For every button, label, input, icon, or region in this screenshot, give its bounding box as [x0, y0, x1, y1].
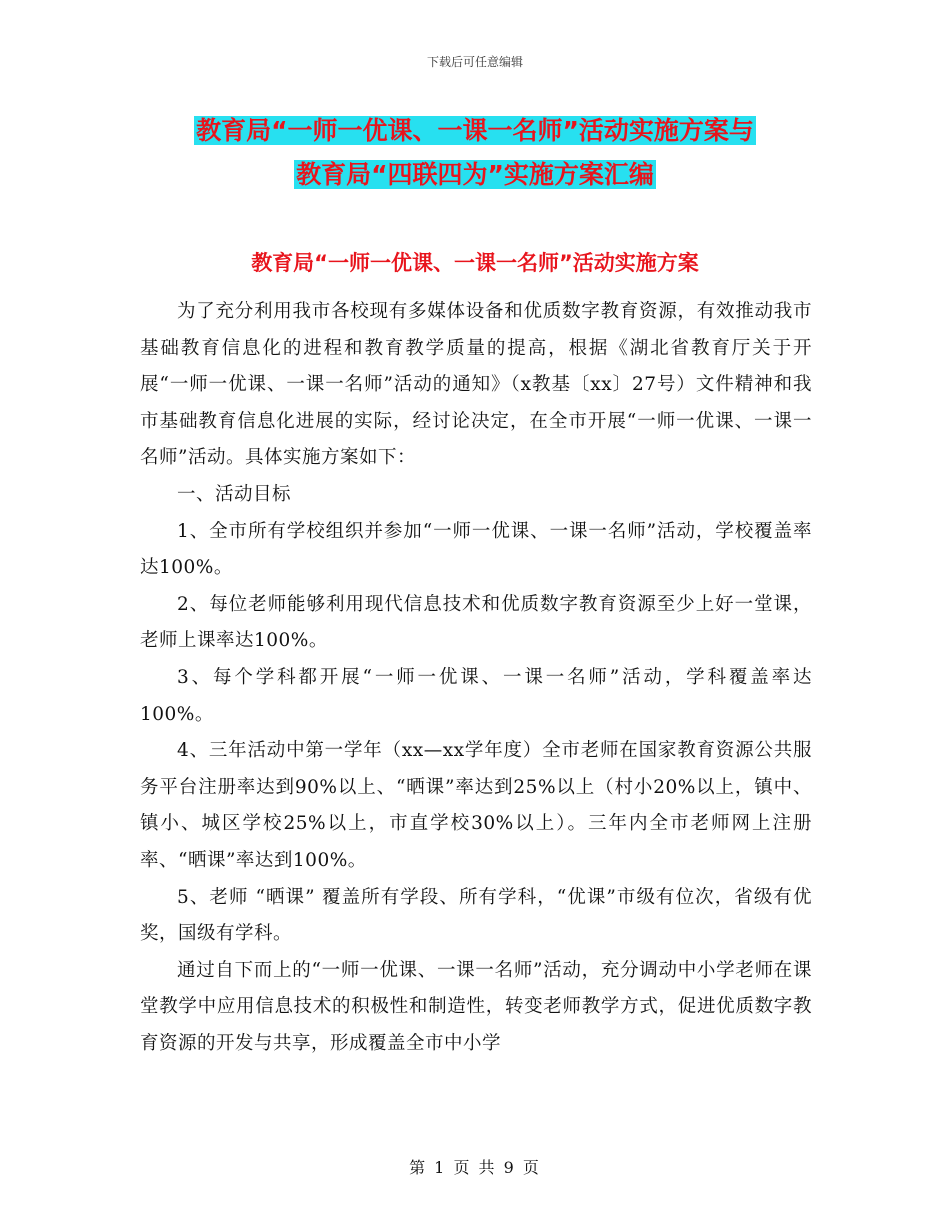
page-header-note: 下载后可任意编辑 — [426, 55, 523, 69]
paragraph-goal-4: 4、三年活动中第一学年（xx—xx学年度）全市老师在国家教育资源公共服务平台注册率达到90%以上、“晒课”率达到25%以上（村小20%以上，镇中、镇小、城区学校25%以上，市直学校30%以上）。三年内全市老师网上注册率、“晒课”率达到100%。 — [140, 740, 812, 871]
paragraph-goal-3: 3、每个学科都开展“一师一优课、一课一名师”活动，学科覆盖率达100%。 — [140, 666, 812, 725]
document-body — [140, 294, 812, 1062]
paragraph-goal-1: 1、全市所有学校组织并参加“一师一优课、一课一名师”活动，学校覆盖率达100%。 — [140, 520, 812, 579]
document-title-line-1-text: 教育局“一师一优课、一课一名师”活动实施方案与 — [196, 116, 754, 145]
paragraph-summary: 通过自下而上的“一师一优课、一课一名师”活动，充分调动中小学老师在课堂教学中应用信息技术的积极性和制造性，转变老师教学方式，促进优质数字教育资源的开发与共享，形成覆盖全市中小学 — [140, 959, 812, 1054]
section-title: 教育局“一师一优课、一课一名师”活动实施方案 — [251, 251, 699, 275]
paragraph-intro: 为了充分利用我市各校现有多媒体设备和优质数字教育资源，有效推动我市基础教育信息化的进程和教育教学质量的提高，根据《湖北省教育厅关于开展“一师一优课、一课一名师”活动的通知》（x教基〔xx〕27号）文件精神和我市基础教育信息化进展的实际，经讨论决定，在全市开展“一师一优课、一课一名师”活动。具体实施方案如下： — [140, 301, 812, 469]
paragraph-heading-goals: 一、活动目标 — [177, 483, 292, 505]
page-number-footer: 第 1 页 共 9 页 — [409, 1158, 541, 1177]
paragraph-goal-2: 2、每位老师能够利用现代信息技术和优质数字教育资源至少上好一堂课，老师上课率达100%。 — [140, 593, 812, 652]
document-title-line-1 — [0, 112, 950, 150]
document-title-line-2-text: 教育局“四联四为”实施方案汇编 — [296, 160, 654, 189]
paragraph-goal-5: 5、老师 “晒课” 覆盖所有学段、所有学科，“优课”市级有位次，省级有优奖，国级有学科。 — [140, 886, 812, 945]
document-title-line-2 — [0, 156, 950, 194]
